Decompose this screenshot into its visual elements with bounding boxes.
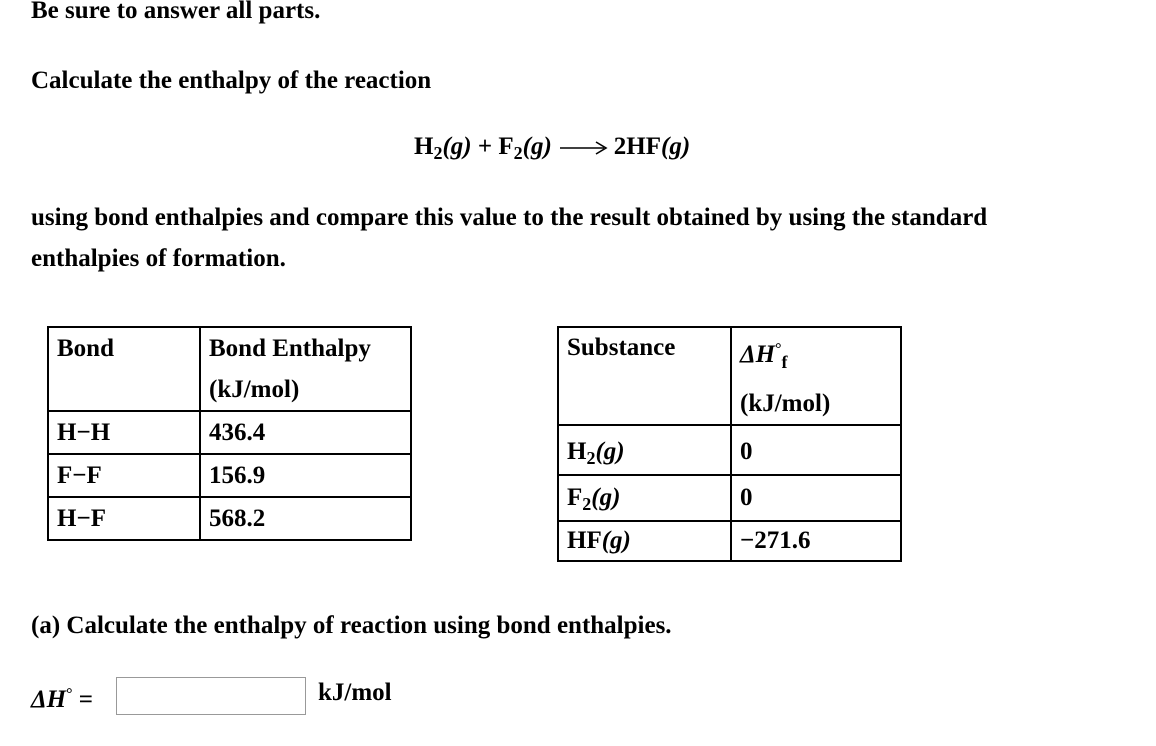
- bond-enthalpy-table: [47, 326, 412, 541]
- header-bond-enthalpy: Bond Enthalpy (kJ/mol): [200, 327, 411, 411]
- table-row: [48, 454, 411, 497]
- substance-cell: $F_2(g)$: [558, 475, 731, 521]
- value-cell: −271.6: [731, 521, 901, 561]
- header-delta-h-f: $\Delta H^\circ_f$ (kJ/mol): [731, 327, 901, 425]
- delta-h-label: ΔH° =: [31, 686, 94, 713]
- enthalpy-cell: 156.9: [200, 454, 411, 497]
- plus-sign: +: [477, 133, 493, 160]
- header-substance: Substance: [558, 327, 731, 425]
- product-hf-state: (g): [661, 133, 691, 160]
- value-cell: 0: [731, 425, 901, 475]
- value-cell: 0: [731, 475, 901, 521]
- question-body-line1: using bond enthalpies and compare this value to the result obtained by using the standard: [31, 204, 988, 231]
- table-row: [558, 475, 901, 521]
- formation-enthalpy-table: [557, 326, 902, 562]
- reactant-f2: $F_2$: [498, 133, 523, 163]
- table-row: [558, 521, 901, 561]
- instruction-text: Be sure to answer all parts.: [31, 0, 321, 24]
- question-body-line2: enthalpies of formation.: [31, 245, 286, 272]
- bond-cell: H−F: [48, 497, 200, 540]
- table-row: [558, 425, 901, 475]
- enthalpy-cell: 436.4: [200, 411, 411, 454]
- reaction-arrow-icon: [560, 138, 608, 158]
- substance-cell: $H_2(g)$: [558, 425, 731, 475]
- enthalpy-cell: 568.2: [200, 497, 411, 540]
- unit-label: kJ/mol: [318, 679, 392, 706]
- bond-cell: F−F: [48, 454, 200, 497]
- table-row: [48, 497, 411, 540]
- reactant-f2-state: (g): [522, 133, 552, 160]
- part-a-prompt: (a) Calculate the enthalpy of reaction using bond enthalpies.: [31, 612, 672, 639]
- table-header-row: [48, 327, 411, 411]
- header-bond: Bond: [48, 327, 200, 411]
- reactant-h2: $H_2$: [414, 133, 443, 163]
- delta-h-answer-input[interactable]: [116, 677, 306, 715]
- bond-cell: H−H: [48, 411, 200, 454]
- reaction-equation: [414, 130, 690, 164]
- table-header-row: [558, 327, 901, 425]
- product-hf: 2HF: [613, 133, 662, 160]
- question-intro: Calculate the enthalpy of the reaction: [31, 67, 432, 94]
- reactant-h2-state: (g): [442, 133, 472, 160]
- table-row: [48, 411, 411, 454]
- substance-cell: HF(g): [558, 521, 731, 561]
